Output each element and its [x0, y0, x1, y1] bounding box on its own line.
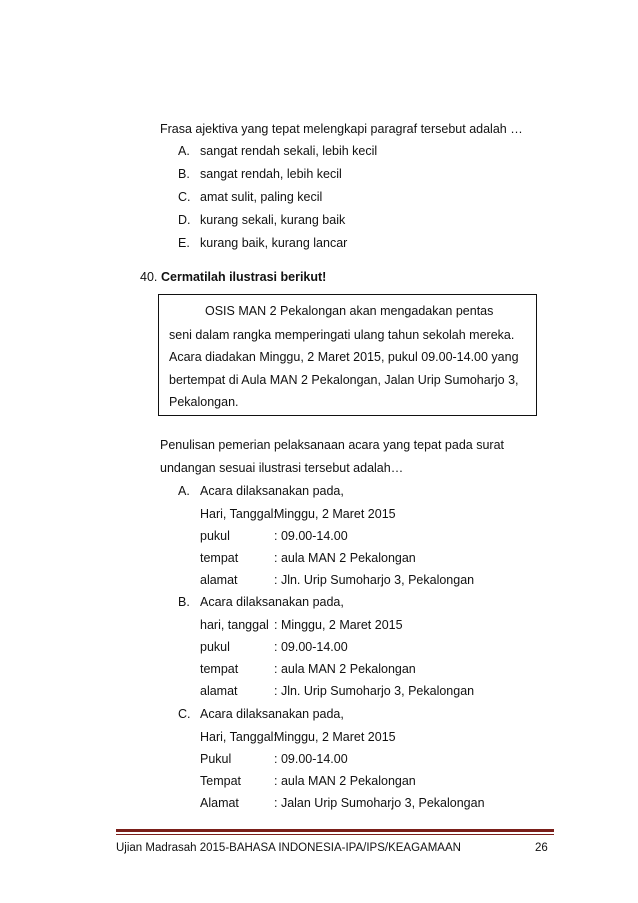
- question-39-intro: Frasa ajektiva yang tepat melengkapi paragraf tersebut adalah …: [160, 122, 523, 136]
- answer-row: [200, 529, 348, 543]
- answer-heading-text: Acara dilaksanakan pada,: [200, 707, 344, 721]
- answer-row: [200, 551, 416, 565]
- option-letter: E.: [178, 236, 190, 250]
- row-value: Minggu, 2 Maret 2015: [274, 730, 396, 744]
- row-label: alamat: [200, 573, 238, 587]
- option-a: [178, 144, 377, 158]
- row-value: : Jln. Urip Sumoharjo 3, Pekalongan: [274, 573, 475, 587]
- answer-heading-text: Acara dilaksanakan pada,: [200, 484, 344, 498]
- answer-row: [200, 684, 474, 698]
- row-value: : 09.00-14.00: [274, 752, 348, 766]
- question-prompt-line: undangan sesuai ilustrasi tersebut adalah…: [160, 461, 404, 475]
- row-value: : Jln. Urip Sumoharjo 3, Pekalongan: [274, 684, 475, 698]
- row-value: : aula MAN 2 Pekalongan: [274, 662, 416, 676]
- option-text: kurang sekali, kurang baik: [200, 213, 346, 227]
- answer-heading-text: Acara dilaksanakan pada,: [200, 595, 344, 609]
- row-value: Minggu, 2 Maret 2015: [274, 507, 396, 521]
- row-value: : Jalan Urip Sumoharjo 3, Pekalongan: [274, 796, 485, 810]
- option-c: [178, 190, 322, 204]
- question-40-number: 40.: [140, 270, 158, 284]
- answer-c-heading: [178, 707, 344, 721]
- row-label: alamat: [200, 684, 238, 698]
- answer-b-heading: [178, 595, 344, 609]
- row-label: Tempat: [200, 774, 241, 788]
- option-b: [178, 167, 342, 181]
- answer-row: [200, 662, 416, 676]
- row-label: Hari, Tanggal:: [200, 507, 277, 521]
- row-label: tempat: [200, 662, 239, 676]
- row-label: Pukul: [200, 752, 232, 766]
- row-label: pukul: [200, 640, 230, 654]
- page-number: 26: [535, 842, 548, 854]
- option-e: [178, 236, 347, 250]
- answer-row: [200, 507, 396, 521]
- row-value: : 09.00-14.00: [274, 640, 348, 654]
- row-value: : 09.00-14.00: [274, 529, 348, 543]
- row-label: Hari, Tanggal:: [200, 730, 277, 744]
- box-line: OSIS MAN 2 Pekalongan akan mengadakan pentas: [205, 304, 494, 318]
- illustration-box: [158, 294, 537, 416]
- question-40-instruction: Cermatilah ilustrasi berikut!: [161, 270, 327, 284]
- answer-row: [200, 640, 348, 654]
- row-label: hari, tanggal: [200, 618, 269, 632]
- option-text: kurang baik, kurang lancar: [200, 236, 348, 250]
- row-label: tempat: [200, 551, 239, 565]
- row-label: Alamat: [200, 796, 239, 810]
- option-letter: C.: [178, 190, 191, 204]
- answer-row: [200, 774, 416, 788]
- option-d: [178, 213, 345, 227]
- box-line: Acara diadakan Minggu, 2 Maret 2015, pukul 09.00-14.00 yang: [169, 350, 519, 364]
- option-text: sangat rendah, lebih kecil: [200, 167, 342, 181]
- box-line: seni dalam rangka memperingati ulang tahun sekolah mereka.: [169, 328, 515, 342]
- row-label: pukul: [200, 529, 230, 543]
- answer-letter: C.: [178, 707, 191, 721]
- row-value: : aula MAN 2 Pekalongan: [274, 774, 416, 788]
- row-value: : Minggu, 2 Maret 2015: [274, 618, 403, 632]
- question-prompt-line: Penulisan pemerian pelaksanaan acara yang tepat pada surat: [160, 438, 504, 452]
- option-letter: D.: [178, 213, 191, 227]
- footer-rule-thin: [116, 834, 554, 835]
- option-letter: A.: [178, 144, 190, 158]
- answer-row: [200, 573, 474, 587]
- option-text: sangat rendah sekali, lebih kecil: [200, 144, 378, 158]
- footer-text: Ujian Madrasah 2015-BAHASA INDONESIA-IPA/IPS/KEAGAMAAN: [116, 842, 461, 854]
- answer-letter: A.: [178, 484, 190, 498]
- footer-rule-thick: [116, 829, 554, 832]
- box-line: bertempat di Aula MAN 2 Pekalongan, Jalan Urip Sumoharjo 3,: [169, 373, 519, 387]
- row-value: : aula MAN 2 Pekalongan: [274, 551, 416, 565]
- answer-letter: B.: [178, 595, 190, 609]
- option-text: amat sulit, paling kecil: [200, 190, 323, 204]
- answer-row: [200, 618, 403, 632]
- answer-a-heading: [178, 484, 344, 498]
- answer-row: [200, 752, 348, 766]
- answer-row: [200, 796, 485, 810]
- option-letter: B.: [178, 167, 190, 181]
- box-line: Pekalongan.: [169, 395, 239, 409]
- answer-row: [200, 730, 396, 744]
